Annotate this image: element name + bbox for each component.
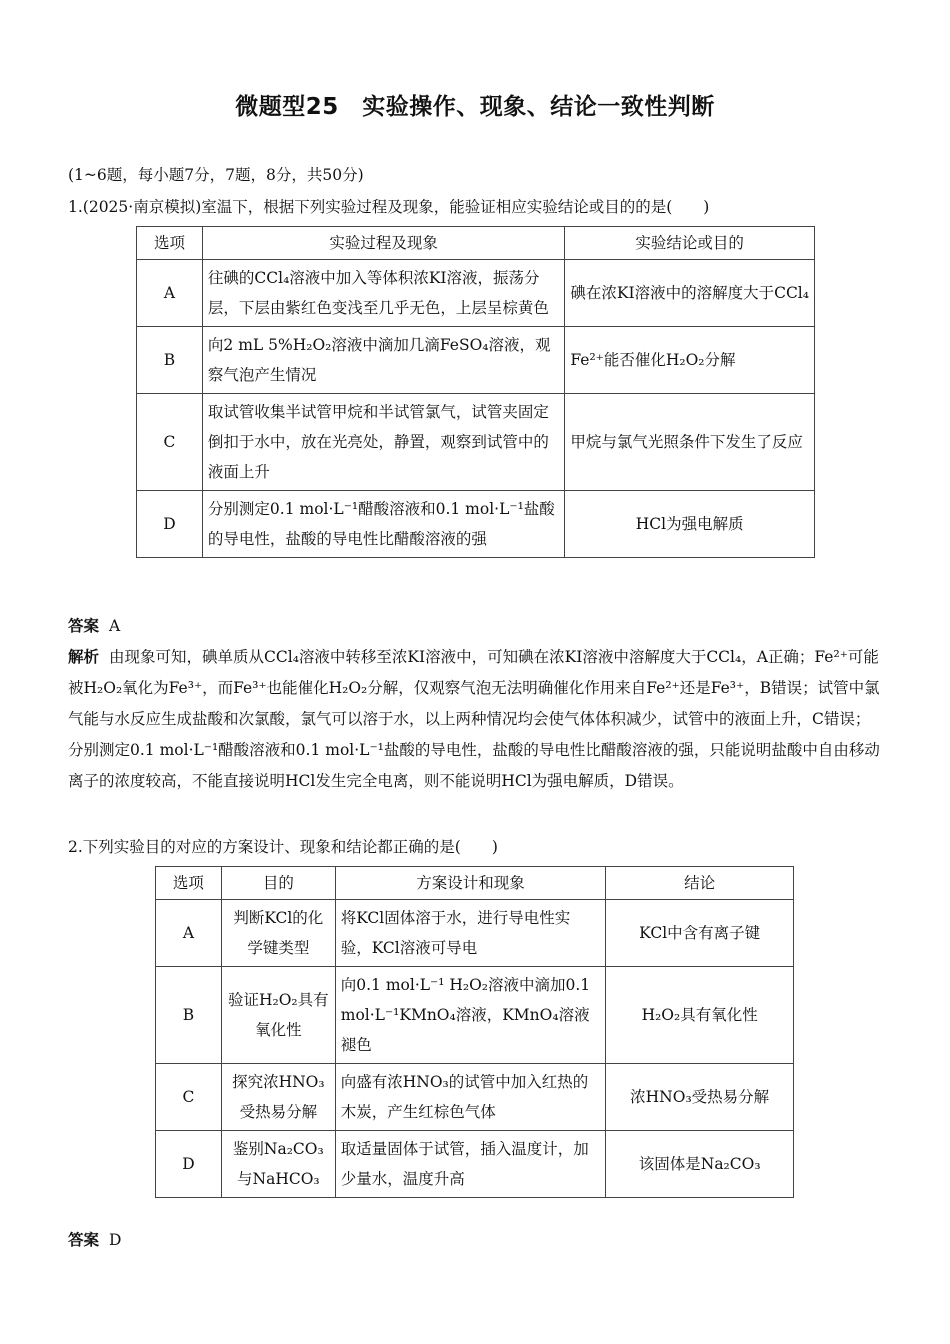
header-purpose: 目的 [221, 867, 335, 900]
score-note: (1~6题，每小题7分，7题，8分，共50分) [68, 166, 364, 184]
question-1-answer [68, 615, 120, 637]
conclusion-cell: 甲烷与氯气光照条件下发生了反应 [565, 394, 815, 491]
header-conclusion: 结论 [606, 867, 794, 900]
header-process: 实验过程及现象 [202, 227, 564, 260]
scheme-cell: 向盛有浓HNO₃的试管中加入红热的木炭，产生红棕色气体 [335, 1064, 606, 1131]
table-row [156, 900, 794, 967]
conclusion-cell: 碘在浓KI溶液中的溶解度大于CCl₄ [565, 260, 815, 327]
table-row [156, 967, 794, 1064]
scheme-cell: 将KCl固体溶于水，进行导电性实验，KCl溶液可导电 [335, 900, 606, 967]
option-cell: B [137, 327, 203, 394]
process-cell: 往碘的CCl₄溶液中加入等体积浓KI溶液，振荡分层，下层由紫红色变浅至几乎无色，上层呈棕黄色 [202, 260, 564, 327]
answer-value: A [109, 617, 121, 635]
purpose-cell: 鉴别Na₂CO₃与NaHCO₃ [221, 1131, 335, 1198]
table-row [156, 1064, 794, 1131]
question-2-table [155, 866, 794, 1198]
process-cell: 取试管收集半试管甲烷和半试管氯气，试管夹固定倒扣于水中，放在光亮处，静置，观察到试管中的液面上升 [202, 394, 564, 491]
question-1-table [136, 226, 815, 558]
scheme-cell: 取适量固体于试管，插入温度计，加少量水，温度升高 [335, 1131, 606, 1198]
question-2-answer [68, 1229, 121, 1251]
process-cell: 向2 mL 5%H₂O₂溶液中滴加几滴FeSO₄溶液，观察气泡产生情况 [202, 327, 564, 394]
table-row [137, 491, 815, 558]
option-cell: A [137, 260, 203, 327]
answer-label: 答案 [68, 1231, 100, 1249]
option-cell: C [137, 394, 203, 491]
purpose-cell: 探究浓HNO₃受热易分解 [221, 1064, 335, 1131]
question-1-stem: 1.(2025·南京模拟)室温下，根据下列实验过程及现象，能验证相应实验结论或目的的是( ) [68, 198, 710, 216]
analysis-text: 由现象可知，碘单质从CCl₄溶液中转移至浓KI溶液中，可知碘在浓KI溶液中溶解度大于CCl₄，A正确；Fe²⁺可能被H₂O₂氧化为Fe³⁺，而Fe³⁺也能催化H₂O₂分解，仅观察气泡无法明确催化作用来自Fe²⁺还是Fe³⁺，B错误；试管中氯气能与水反应生成盐酸和次氯酸，氯气可以溶于水，以上两种情况均会使气体体积减少，试管中的液面上升，C错误；分别测定0.1 mol·L⁻¹醋酸溶液和0.1 mol·L⁻¹盐酸的导电性，盐酸的导电性比醋酸溶液的强，只能说明盐酸中自由移动离子的浓度较高，不能直接说明HCl发生完全电离，则不能说明HCl为强电解质，D错误。 [68, 648, 880, 790]
answer-value: D [109, 1231, 122, 1249]
table-row [137, 327, 815, 394]
purpose-cell: 验证H₂O₂具有氧化性 [221, 967, 335, 1064]
option-cell: D [156, 1131, 222, 1198]
header-option: 选项 [137, 227, 203, 260]
table-row [137, 260, 815, 327]
header-conclusion: 实验结论或目的 [565, 227, 815, 260]
option-cell: D [137, 491, 203, 558]
conclusion-cell: 浓HNO₃受热易分解 [606, 1064, 794, 1131]
process-cell: 分别测定0.1 mol·L⁻¹醋酸溶液和0.1 mol·L⁻¹盐酸的导电性，盐酸的导电性比醋酸溶液的强 [202, 491, 564, 558]
purpose-cell: 判断KCl的化学键类型 [221, 900, 335, 967]
header-option: 选项 [156, 867, 222, 900]
table-row [156, 1131, 794, 1198]
option-cell: C [156, 1064, 222, 1131]
conclusion-cell: H₂O₂具有氧化性 [606, 967, 794, 1064]
option-cell: B [156, 967, 222, 1064]
conclusion-cell: HCl为强电解质 [565, 491, 815, 558]
conclusion-cell: 该固体是Na₂CO₃ [606, 1131, 794, 1198]
conclusion-cell: KCl中含有离子键 [606, 900, 794, 967]
table-row [137, 394, 815, 491]
conclusion-cell: Fe²⁺能否催化H₂O₂分解 [565, 327, 815, 394]
header-scheme: 方案设计和现象 [335, 867, 606, 900]
table-header-row [137, 227, 815, 260]
table-header-row [156, 867, 794, 900]
page-title: 微题型25 实验操作、现象、结论一致性判断 [235, 94, 715, 120]
answer-label: 答案 [68, 617, 100, 635]
scheme-cell: 向0.1 mol·L⁻¹ H₂O₂溶液中滴加0.1 mol·L⁻¹KMnO₄溶液，KMnO₄溶液褪色 [335, 967, 606, 1064]
question-2-stem: 2.下列实验目的对应的方案设计、现象和结论都正确的是( ) [68, 838, 498, 856]
analysis-label: 解析 [68, 648, 100, 666]
question-1-analysis [68, 642, 880, 797]
option-cell: A [156, 900, 222, 967]
